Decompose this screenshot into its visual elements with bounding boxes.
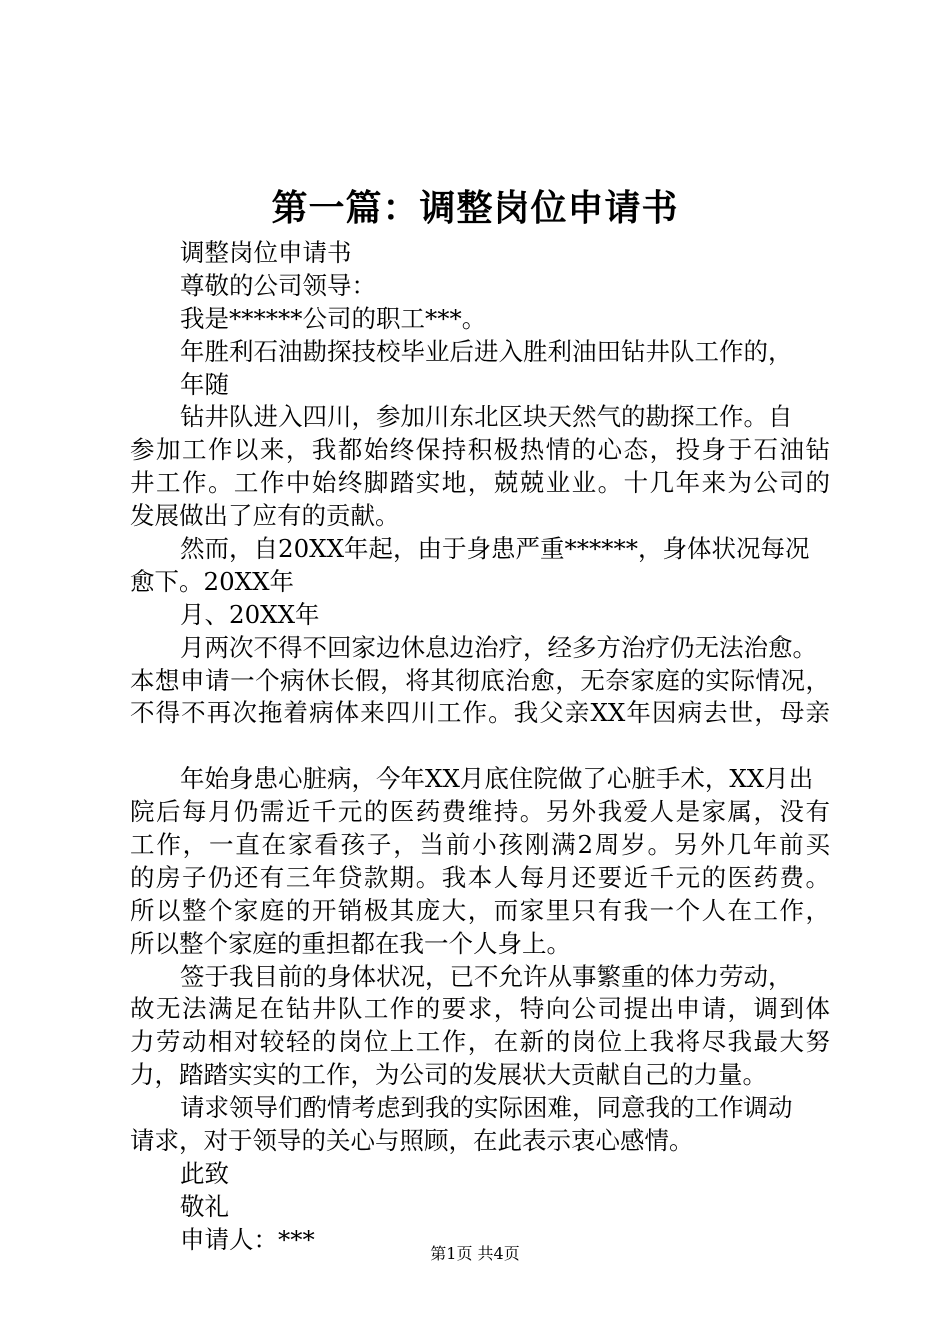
text-line: 力劳动相对较轻的岗位上工作，在新的岗位上我将尽我最大努 bbox=[130, 1027, 830, 1057]
page-footer: 第1页 共4页 bbox=[430, 1244, 520, 1263]
text-line: 签于我目前的身体状况，已不允许从事繁重的体力劳动， bbox=[180, 961, 793, 991]
text-line: 发展做出了应有的贡献。 bbox=[130, 501, 400, 531]
text-line: 井工作。工作中始终脚踏实地，兢兢业业。十几年来为公司的 bbox=[130, 468, 830, 498]
text-line: 故无法满足在钻井队工作的要求，特向公司提出申请，调到体 bbox=[130, 994, 830, 1024]
text-line: 力，踏踏实实的工作，为公司的发展状大贡献自己的力量。 bbox=[130, 1060, 767, 1090]
closing-line: 此致 bbox=[180, 1158, 229, 1188]
text-line: 本想申请一个病休长假，将其彻底治愈，无奈家庭的实际情况， bbox=[130, 665, 830, 695]
page-title: 第一篇：调整岗位申请书 bbox=[271, 187, 679, 229]
blank-line bbox=[130, 730, 830, 763]
closing-line: 敬礼 bbox=[180, 1191, 229, 1221]
text-line: 年胜利石油勘探技校毕业后进入胜利油田钻井队工作的， bbox=[180, 336, 793, 366]
text-line: 尊敬的公司领导： bbox=[180, 270, 376, 300]
document-body bbox=[130, 237, 830, 1257]
text-line: 我是******公司的职工***。 bbox=[180, 303, 487, 333]
text-line: 院后每月仍需近千元的医药费维持。另外我爱人是家属，没有 bbox=[130, 797, 830, 827]
text-line: 钻井队进入四川，参加川东北区块天然气的勘探工作。自 bbox=[180, 402, 793, 432]
signature-line: 申请人：*** bbox=[180, 1224, 315, 1254]
text-line: 请求，对于领导的关心与照顾，在此表示衷心感情。 bbox=[130, 1126, 694, 1156]
text-line: 所以整个家庭的重担都在我一个人身上。 bbox=[130, 928, 571, 958]
text-line: 月两次不得不回家边休息边治疗，经多方治疗仍无法治愈。 bbox=[180, 632, 817, 662]
text-line: 参加工作以来，我都始终保持积极热情的心态，投身于石油钻 bbox=[130, 435, 830, 465]
text-line: 的房子仍还有三年贷款期。我本人每月还要近千元的医药费。 bbox=[130, 862, 830, 892]
text-line: 然而，自20XX年起，由于身患严重******，身体状况每况 bbox=[180, 534, 810, 564]
text-line: 年随 bbox=[180, 369, 229, 399]
text-line: 请求领导们酌情考虑到我的实际困难，同意我的工作调动 bbox=[180, 1093, 793, 1123]
text-line: 愈下。20XX年 bbox=[130, 566, 295, 596]
text-line: 月、20XX年 bbox=[180, 599, 320, 629]
text-line: 工作，一直在家看孩子，当前小孩刚满2周岁。另外几年前买 bbox=[130, 830, 830, 860]
text-line: 年始身患心脏病，今年XX月底住院做了心脏手术，XX月出 bbox=[180, 764, 814, 794]
text-line: 不得不再次拖着病体来四川工作。我父亲XX年因病去世，母亲 bbox=[130, 698, 830, 728]
text-line: 调整岗位申请书 bbox=[180, 238, 352, 267]
text-line: 所以整个家庭的开销极其庞大，而家里只有我一个人在工作， bbox=[130, 895, 830, 925]
